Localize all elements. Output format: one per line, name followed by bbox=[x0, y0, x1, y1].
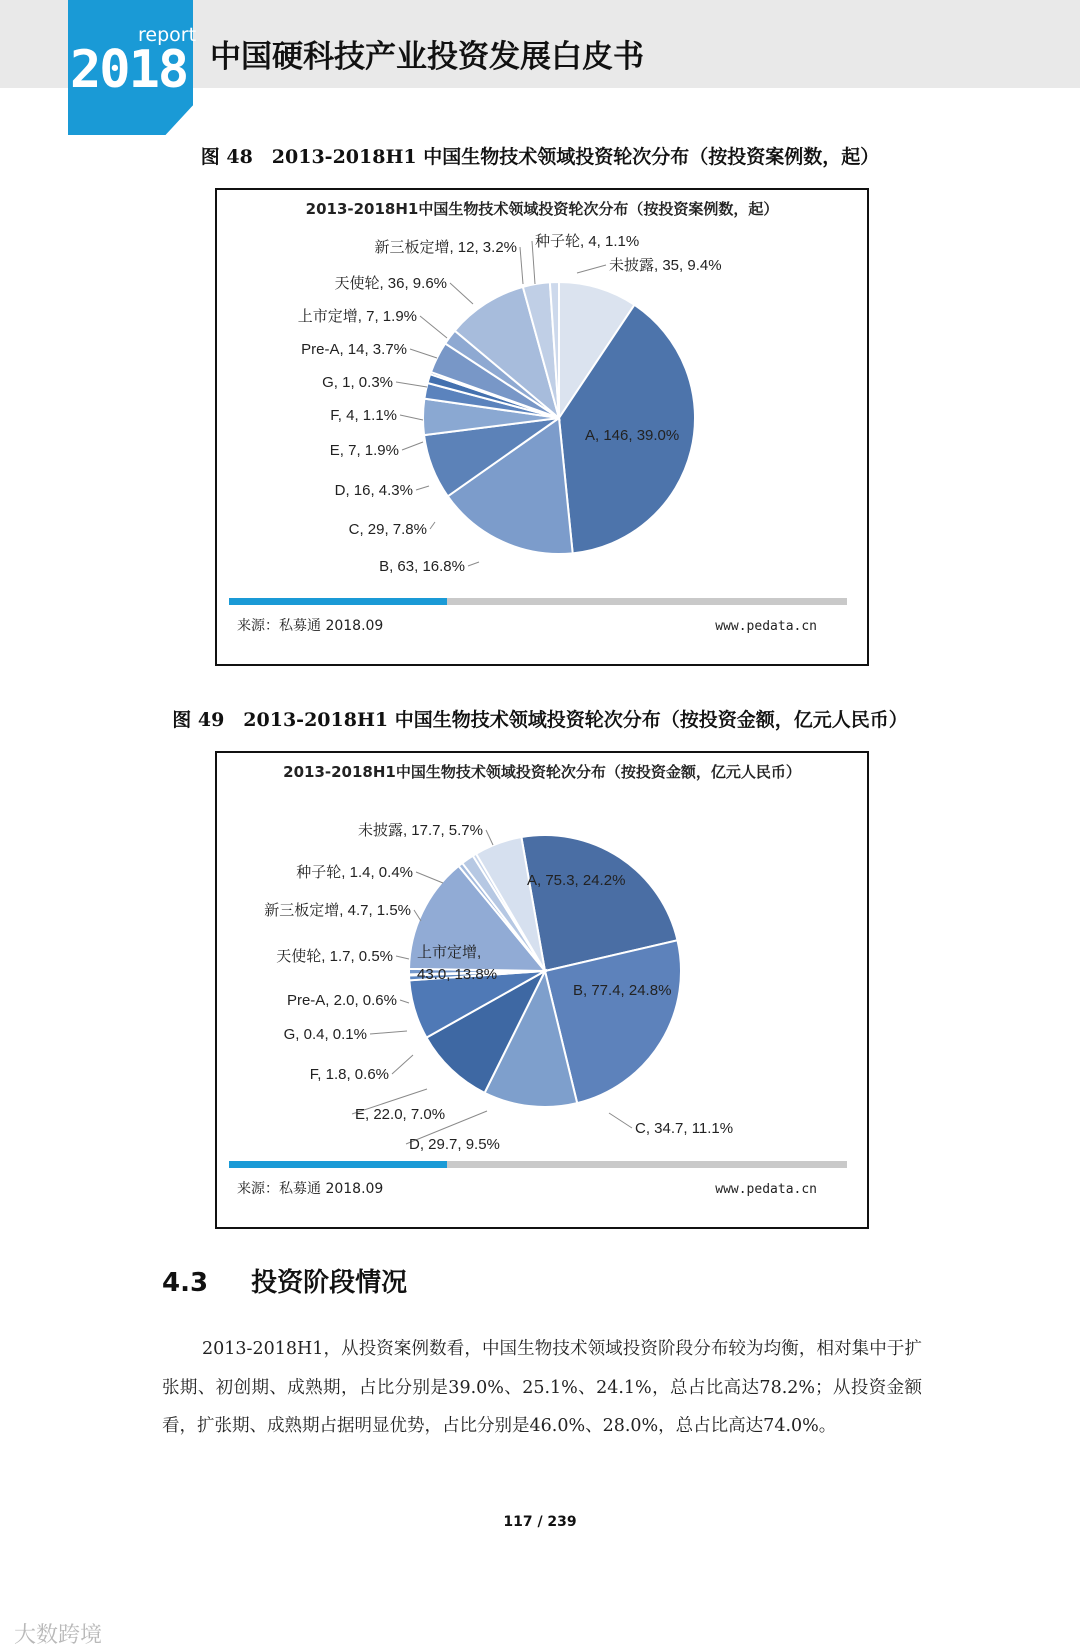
leader-line-3 bbox=[468, 562, 479, 566]
leader-line-5 bbox=[416, 486, 429, 490]
leader-line-7 bbox=[370, 1031, 407, 1034]
leader-line-3 bbox=[609, 1113, 632, 1128]
slice-label-9: 上市定增, bbox=[417, 944, 482, 961]
chart-title: 2013-2018H1中国生物技术领域投资轮次分布（按投资金额，亿元人民币） bbox=[283, 763, 801, 781]
leader-line-8 bbox=[396, 382, 427, 387]
slice-label-13: 未披露, 17.7, 5.7% bbox=[357, 822, 483, 839]
leader-line-4 bbox=[430, 522, 435, 529]
logo-year-text: 2018 bbox=[70, 40, 188, 100]
slice-label-7: G, 0.4, 0.1% bbox=[283, 1026, 367, 1043]
slice-label-11: 新三板定增, 4.7, 1.5% bbox=[264, 902, 411, 919]
slice-label-4: D, 29.7, 9.5% bbox=[409, 1136, 500, 1153]
chart-source: 来源：私募通 2018.09 bbox=[237, 618, 384, 634]
footer-bar-accent bbox=[229, 598, 447, 605]
leader-line-9 bbox=[410, 349, 437, 358]
slice-label-1: A, 75.3, 24.2% bbox=[527, 872, 626, 889]
document-title: 中国硬科技产业投资发展白皮书 bbox=[210, 39, 644, 75]
pie-chart-investment-amount bbox=[217, 753, 867, 1227]
slice-label-9: 43.0, 13.8% bbox=[417, 966, 498, 983]
slice-label-2: A, 146, 39.0% bbox=[585, 427, 680, 444]
slice-label-3: C, 34.7, 11.1% bbox=[635, 1120, 734, 1137]
slice-label-9: Pre-A, 14, 3.7% bbox=[301, 341, 407, 358]
slice-label-6: F, 1.8, 0.6% bbox=[309, 1066, 389, 1083]
figure-48-caption: 图 48 2013-2018H1 中国生物技术领域投资轮次分布（按投资案例数，起） bbox=[200, 146, 880, 168]
slice-label-7: F, 4, 1.1% bbox=[330, 407, 397, 424]
page-number: 117 / 239 bbox=[503, 1514, 577, 1530]
slice-label-13: 种子轮, 4, 1.1% bbox=[535, 233, 640, 250]
chart-frame-49 bbox=[215, 751, 869, 1229]
footer-bar-accent bbox=[229, 1161, 447, 1168]
pie-chart-case-count bbox=[217, 190, 867, 664]
slice-label-8: Pre-A, 2.0, 0.6% bbox=[286, 992, 397, 1009]
slice-label-12: 新三板定增, 12, 3.2% bbox=[374, 239, 517, 256]
leader-line-10 bbox=[420, 316, 447, 338]
leader-line-12 bbox=[520, 247, 523, 284]
leader-line-11 bbox=[450, 283, 473, 304]
slice-label-4: C, 29, 7.8% bbox=[348, 521, 427, 538]
body-paragraph: 2013-2018H1，从投资案例数看，中国生物技术领域投资阶段分布较为均衡，相对集中于扩张期、初创期、成熟期，占比分别是39.0%、25.1%、24.1%，总占比高达78.2%；从投资金额看，扩张期、成熟期占据明显优势，占比分别是46.0%、28.0%，总占比高达74.0%。 bbox=[162, 1339, 922, 1436]
slice-label-1: 未披露, 35, 9.4% bbox=[609, 257, 722, 274]
slice-label-3: B, 63, 16.8% bbox=[379, 558, 465, 575]
logo-report-text: report bbox=[138, 24, 197, 46]
slice-label-12: 种子轮, 1.4, 0.4% bbox=[296, 864, 413, 881]
chart-frame-48 bbox=[215, 188, 869, 666]
leader-line-10 bbox=[396, 956, 409, 959]
slice-label-6: E, 7, 1.9% bbox=[329, 442, 399, 459]
slice-label-10: 天使轮, 1.7, 0.5% bbox=[276, 948, 393, 965]
chart-source: 来源：私募通 2018.09 bbox=[237, 1181, 384, 1197]
slice-label-10: 上市定增, 7, 1.9% bbox=[297, 308, 417, 325]
slice-label-5: D, 16, 4.3% bbox=[334, 482, 413, 499]
leader-line-6 bbox=[402, 442, 423, 450]
chart-title: 2013-2018H1中国生物技术领域投资轮次分布（按投资案例数，起） bbox=[305, 200, 779, 218]
slice-label-8: G, 1, 0.3% bbox=[322, 374, 393, 391]
chart-source-url: www.pedata.cn bbox=[715, 619, 817, 634]
leader-line-1 bbox=[577, 265, 606, 273]
watermark: 大数跨境 bbox=[14, 1623, 103, 1648]
slice-label-2: B, 77.4, 24.8% bbox=[573, 982, 672, 999]
slice-label-5: E, 22.0, 7.0% bbox=[355, 1106, 446, 1123]
leader-line-6 bbox=[392, 1055, 413, 1074]
leader-line-7 bbox=[400, 415, 423, 420]
leader-line-8 bbox=[400, 1000, 409, 1003]
figure-49-caption: 图 49 2013-2018H1 中国生物技术领域投资轮次分布（按投资金额，亿元人民币） bbox=[172, 709, 908, 731]
slice-label-11: 天使轮, 36, 9.6% bbox=[334, 275, 447, 292]
section-number: 4.3 bbox=[162, 1268, 209, 1298]
section-title: 投资阶段情况 bbox=[251, 1268, 408, 1298]
leader-line-12 bbox=[416, 872, 443, 883]
chart-source-url: www.pedata.cn bbox=[715, 1182, 817, 1197]
leader-line-13 bbox=[486, 830, 493, 845]
section-heading bbox=[162, 1262, 407, 1299]
